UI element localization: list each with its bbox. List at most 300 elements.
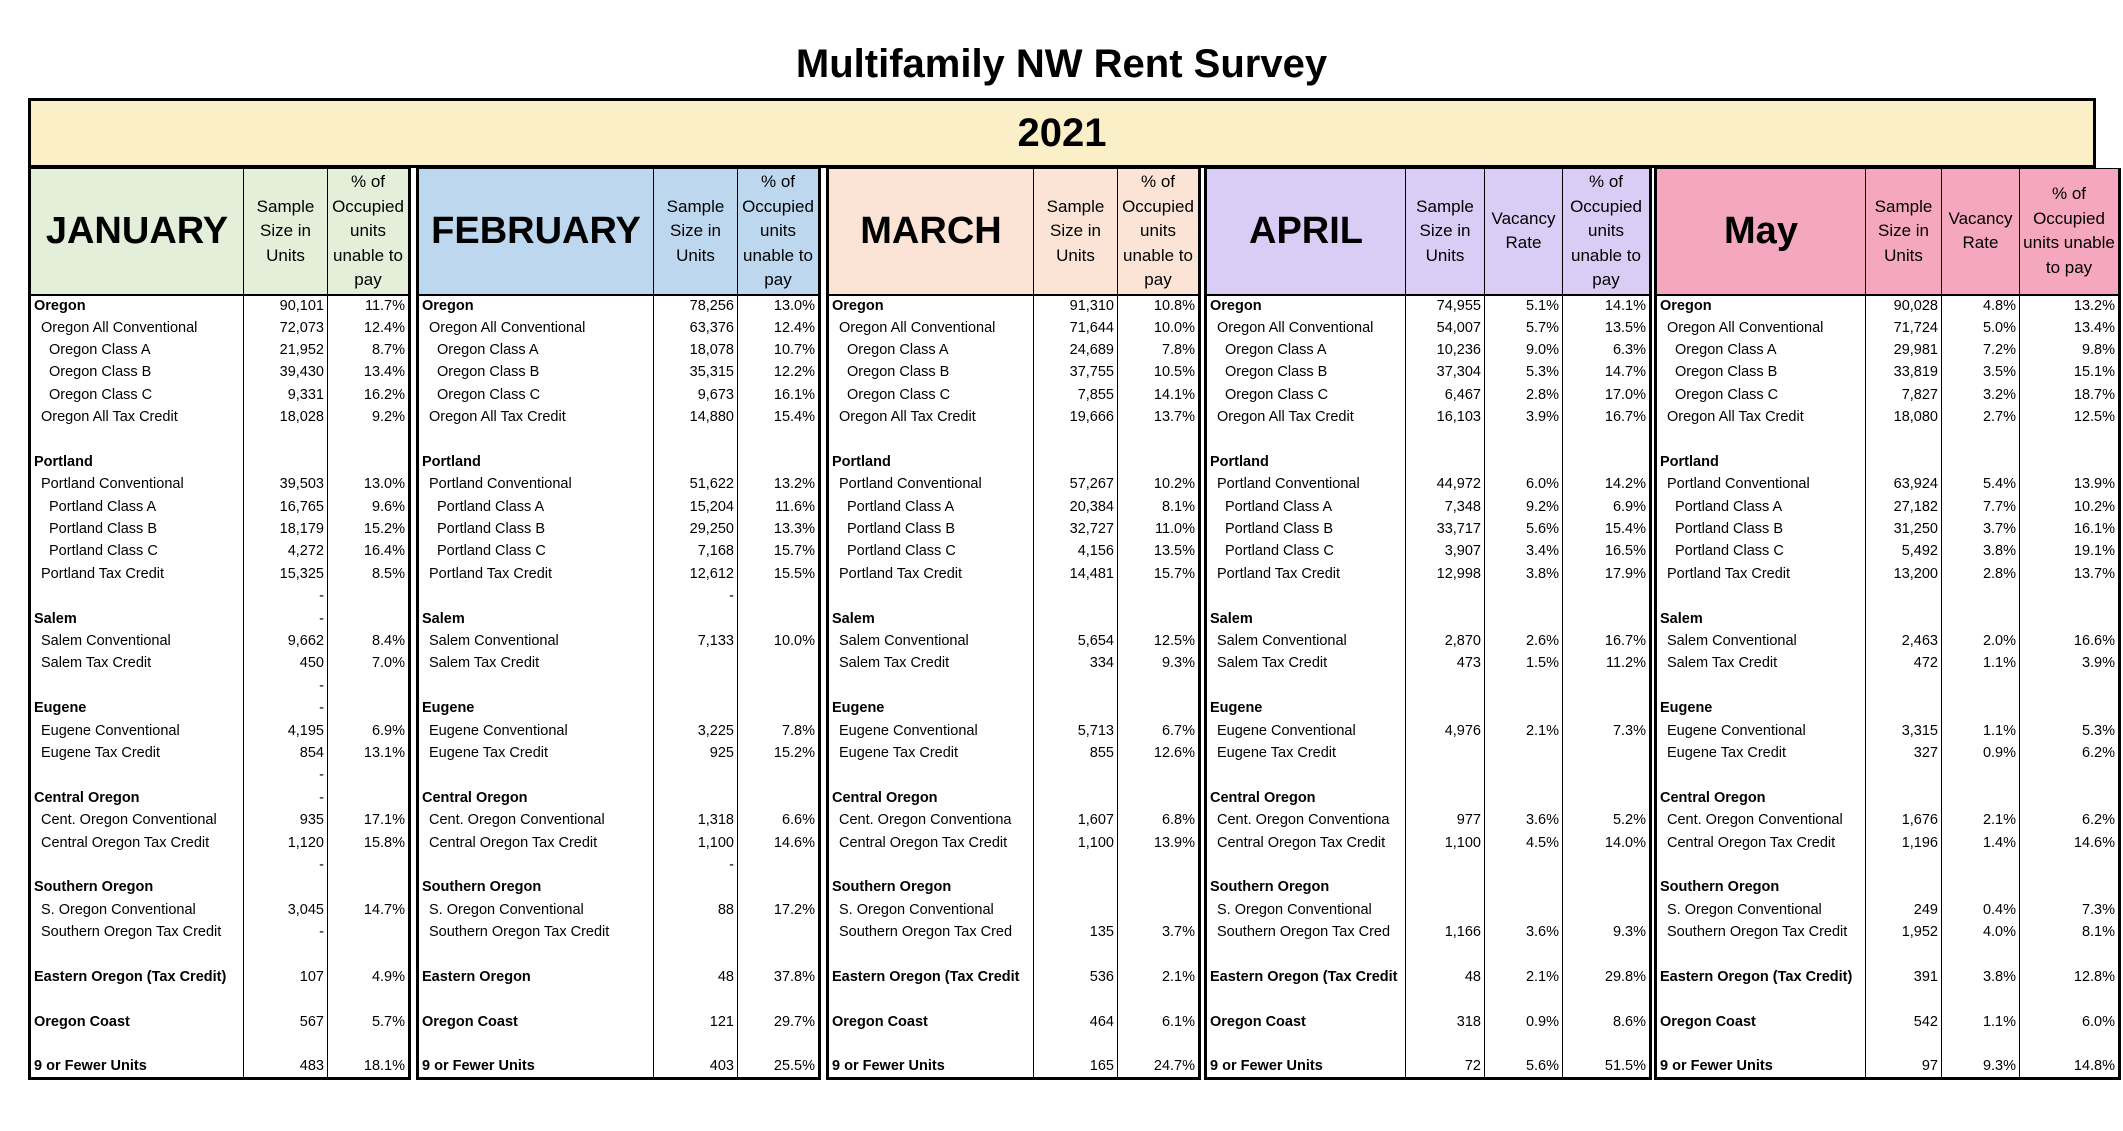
row-label: [418, 586, 654, 608]
table-row: [418, 832, 820, 854]
sample-size-cell: [1034, 944, 1118, 966]
unable-to-pay-cell: [1563, 586, 1651, 608]
sample-size-cell: 90,028: [1866, 295, 1942, 317]
sample-size-cell: 483: [244, 1056, 328, 1079]
row-label: 9 or Fewer Units: [828, 1056, 1034, 1079]
row-label: Oregon Coast: [1656, 1011, 1866, 1033]
unable-to-pay-cell: 9.3%: [1118, 653, 1200, 675]
row-label: Central Oregon Tax Credit: [1656, 832, 1866, 854]
blank-row: [1206, 1033, 1651, 1055]
row-label: Eastern Oregon: [418, 966, 654, 988]
unable-to-pay-cell: [1563, 1033, 1651, 1055]
table-row: [30, 362, 410, 384]
row-label: Portland: [1206, 451, 1406, 473]
table-row: [1656, 406, 2120, 428]
sample-size-cell: -: [244, 765, 328, 787]
month-name: JANUARY: [30, 169, 244, 295]
sample-size-cell: 107: [244, 966, 328, 988]
row-label: [1656, 989, 1866, 1011]
unable-to-pay-cell: [2020, 586, 2120, 608]
unable-to-pay-cell: [2020, 429, 2120, 451]
row-label: Eugene Conventional: [1656, 720, 1866, 742]
table-row: [1206, 899, 1651, 921]
blank-row: [828, 429, 1200, 451]
row-label: [828, 854, 1034, 876]
unable-to-pay-cell: 11.0%: [1118, 518, 1200, 540]
sample-size-cell: [1034, 608, 1118, 630]
table-row: [1656, 563, 2120, 585]
table-row: [418, 339, 820, 361]
row-label: Portland Class C: [30, 541, 244, 563]
table-row: [30, 563, 410, 585]
unable-to-pay-cell: 14.7%: [328, 899, 410, 921]
vacancy-rate-cell: 5.6%: [1485, 518, 1563, 540]
table-row: [1656, 317, 2120, 339]
vacancy-rate-cell: 3.5%: [1942, 362, 2020, 384]
sample-size-cell: 1,120: [244, 832, 328, 854]
table-row: [30, 474, 410, 496]
table-row: [828, 474, 1200, 496]
unable-to-pay-cell: 15.5%: [738, 563, 820, 585]
unable-to-pay-cell: 11.6%: [738, 496, 820, 518]
table-row: [30, 899, 410, 921]
vacancy-rate-cell: [1942, 429, 2020, 451]
vacancy-rate-cell: 1.4%: [1942, 832, 2020, 854]
blank-row: [1656, 854, 2120, 876]
unable-to-pay-cell: [1563, 899, 1651, 921]
row-label: Oregon Class A: [1656, 339, 1866, 361]
row-label: [1656, 854, 1866, 876]
table-row: [828, 809, 1200, 831]
table-row: [828, 742, 1200, 764]
unable-to-pay-header: % of Occupied units unable to pay: [2020, 169, 2120, 295]
row-label: [30, 989, 244, 1011]
unable-to-pay-cell: [1118, 429, 1200, 451]
table-row: [30, 966, 410, 988]
sample-size-cell: 464: [1034, 1011, 1118, 1033]
unable-to-pay-cell: [1118, 608, 1200, 630]
unable-to-pay-cell: [328, 608, 410, 630]
table-row: [1656, 653, 2120, 675]
unable-to-pay-cell: 17.0%: [1563, 384, 1651, 406]
row-label: [418, 429, 654, 451]
unable-to-pay-cell: [1118, 675, 1200, 697]
row-label: [30, 1033, 244, 1055]
table-row: [30, 295, 410, 317]
table-row: [30, 832, 410, 854]
sample-size-cell: 18,080: [1866, 406, 1942, 428]
table-row: [828, 899, 1200, 921]
row-label: Cent. Oregon Conventional: [30, 809, 244, 831]
unable-to-pay-cell: 15.7%: [1118, 563, 1200, 585]
vacancy-rate-cell: [1485, 586, 1563, 608]
row-label: 9 or Fewer Units: [418, 1056, 654, 1079]
table-row: [828, 541, 1200, 563]
table-row: [30, 317, 410, 339]
sample-size-cell: -: [244, 787, 328, 809]
sample-size-cell: 16,103: [1406, 406, 1485, 428]
sample-size-cell: 90,101: [244, 295, 328, 317]
blank-row: [1656, 675, 2120, 697]
sample-size-cell: 18,028: [244, 406, 328, 428]
blank-row: [828, 989, 1200, 1011]
row-label: Central Oregon Tax Credit: [828, 832, 1034, 854]
sample-size-cell: 39,503: [244, 474, 328, 496]
table-row: [1656, 1011, 2120, 1033]
row-label: S. Oregon Conventional: [418, 899, 654, 921]
sample-size-cell: 121: [654, 1011, 738, 1033]
sample-size-cell: [654, 608, 738, 630]
sample-size-cell: 7,168: [654, 541, 738, 563]
unable-to-pay-cell: 6.1%: [1118, 1011, 1200, 1033]
table-row: [418, 1056, 820, 1079]
vacancy-rate-cell: 3.4%: [1485, 541, 1563, 563]
sample-size-cell: 1,100: [654, 832, 738, 854]
sample-size-cell: 472: [1866, 653, 1942, 675]
row-label: Southern Oregon: [418, 877, 654, 899]
unable-to-pay-cell: 9.8%: [2020, 339, 2120, 361]
unable-to-pay-cell: [328, 765, 410, 787]
sample-size-cell: [1866, 877, 1942, 899]
unable-to-pay-cell: 8.6%: [1563, 1011, 1651, 1033]
table-row: [30, 698, 410, 720]
sample-size-cell: [1406, 989, 1485, 1011]
unable-to-pay-cell: [1563, 787, 1651, 809]
unable-to-pay-cell: 16.7%: [1563, 630, 1651, 652]
sample-size-cell: 16,765: [244, 496, 328, 518]
table-row: [1206, 518, 1651, 540]
table-row: [828, 295, 1200, 317]
unable-to-pay-cell: 14.6%: [738, 832, 820, 854]
table-row: [828, 966, 1200, 988]
sample-size-cell: [244, 429, 328, 451]
unable-to-pay-cell: 12.4%: [738, 317, 820, 339]
row-label: Central Oregon Tax Credit: [1206, 832, 1406, 854]
sample-size-cell: [654, 989, 738, 1011]
sample-size-cell: 32,727: [1034, 518, 1118, 540]
table-row: [1206, 809, 1651, 831]
row-label: Portland Conventional: [418, 474, 654, 496]
row-label: [1206, 989, 1406, 1011]
table-row: [1206, 496, 1651, 518]
unable-to-pay-cell: 15.8%: [328, 832, 410, 854]
vacancy-rate-cell: 4.8%: [1942, 295, 2020, 317]
unable-to-pay-cell: 51.5%: [1563, 1056, 1651, 1079]
row-label: Oregon Class A: [828, 339, 1034, 361]
sample-size-cell: [1034, 698, 1118, 720]
blank-row: [1656, 765, 2120, 787]
vacancy-rate-cell: [1942, 989, 2020, 1011]
row-label: Oregon Class C: [30, 384, 244, 406]
table-row: [828, 496, 1200, 518]
row-label: Oregon Class B: [30, 362, 244, 384]
table-row: [30, 541, 410, 563]
sample-size-cell: 567: [244, 1011, 328, 1033]
row-label: Oregon All Tax Credit: [828, 406, 1034, 428]
blank-row: [1656, 586, 2120, 608]
unable-to-pay-cell: 7.8%: [1118, 339, 1200, 361]
sample-size-cell: 74,955: [1406, 295, 1485, 317]
vacancy-rate-cell: [1485, 675, 1563, 697]
sample-size-cell: [1034, 787, 1118, 809]
sample-size-cell: 78,256: [654, 295, 738, 317]
table-row: [418, 474, 820, 496]
row-label: Portland Conventional: [1206, 474, 1406, 496]
vacancy-rate-cell: [1942, 698, 2020, 720]
unable-to-pay-cell: 16.5%: [1563, 541, 1651, 563]
table-row: [30, 653, 410, 675]
row-label: [30, 854, 244, 876]
blank-row: [30, 429, 410, 451]
unable-to-pay-cell: [2020, 608, 2120, 630]
sample-size-header: Sample Size in Units: [654, 169, 738, 295]
table-row: [1206, 339, 1651, 361]
row-label: 9 or Fewer Units: [30, 1056, 244, 1079]
unable-to-pay-cell: 8.5%: [328, 563, 410, 585]
unable-to-pay-cell: 15.4%: [1563, 518, 1651, 540]
sample-size-cell: 72: [1406, 1056, 1485, 1079]
row-label: Eastern Oregon (Tax Credit: [828, 966, 1034, 988]
unable-to-pay-cell: 10.5%: [1118, 362, 1200, 384]
unable-to-pay-cell: 25.5%: [738, 1056, 820, 1079]
row-label: Salem Tax Credit: [1656, 653, 1866, 675]
row-label: [1206, 944, 1406, 966]
sample-size-cell: [1406, 429, 1485, 451]
row-label: Oregon Class C: [828, 384, 1034, 406]
row-label: Cent. Oregon Conventiona: [1206, 809, 1406, 831]
vacancy-rate-cell: 1.1%: [1942, 653, 2020, 675]
row-label: Central Oregon Tax Credit: [418, 832, 654, 854]
row-label: Eugene: [418, 698, 654, 720]
unable-to-pay-cell: [1118, 944, 1200, 966]
row-label: [418, 989, 654, 1011]
month-name: MARCH: [828, 169, 1034, 295]
sample-size-cell: [654, 675, 738, 697]
table-row: [1656, 877, 2120, 899]
row-label: [418, 675, 654, 697]
sample-size-cell: [1866, 1033, 1942, 1055]
unable-to-pay-cell: 10.2%: [1118, 474, 1200, 496]
unable-to-pay-cell: [1118, 586, 1200, 608]
unable-to-pay-cell: 7.0%: [328, 653, 410, 675]
unable-to-pay-cell: 17.9%: [1563, 563, 1651, 585]
blank-row: [30, 944, 410, 966]
sample-size-cell: 20,384: [1034, 496, 1118, 518]
unable-to-pay-cell: 13.4%: [2020, 317, 2120, 339]
table-row: [418, 653, 820, 675]
sample-size-cell: [654, 653, 738, 675]
sample-size-cell: [1034, 854, 1118, 876]
table-row: [30, 809, 410, 831]
sample-size-cell: 4,195: [244, 720, 328, 742]
row-label: Central Oregon: [1656, 787, 1866, 809]
unable-to-pay-cell: [738, 787, 820, 809]
unable-to-pay-cell: [1563, 742, 1651, 764]
sample-size-cell: [244, 877, 328, 899]
unable-to-pay-cell: 16.2%: [328, 384, 410, 406]
vacancy-rate-cell: 3.7%: [1942, 518, 2020, 540]
sample-size-cell: 5,713: [1034, 720, 1118, 742]
row-label: Oregon All Conventional: [828, 317, 1034, 339]
unable-to-pay-cell: 14.0%: [1563, 832, 1651, 854]
blank-row: [828, 765, 1200, 787]
table-row: [1206, 1011, 1651, 1033]
row-label: Portland Class A: [418, 496, 654, 518]
sample-size-cell: 10,236: [1406, 339, 1485, 361]
month-panel-march: [826, 168, 1198, 1080]
row-label: Salem Conventional: [828, 630, 1034, 652]
table-row: [1656, 339, 2120, 361]
table-row: [1206, 1056, 1651, 1079]
row-label: Portland: [30, 451, 244, 473]
sample-size-cell: 63,376: [654, 317, 738, 339]
row-label: Eugene Tax Credit: [1206, 742, 1406, 764]
vacancy-rate-cell: [1485, 698, 1563, 720]
table-row: [1206, 832, 1651, 854]
unable-to-pay-cell: 6.9%: [328, 720, 410, 742]
vacancy-rate-cell: 0.9%: [1942, 742, 2020, 764]
sample-size-cell: -: [244, 854, 328, 876]
table-row: [418, 406, 820, 428]
row-label: Eugene Tax Credit: [418, 742, 654, 764]
sample-size-cell: 4,156: [1034, 541, 1118, 563]
sample-size-cell: 33,819: [1866, 362, 1942, 384]
unable-to-pay-cell: [2020, 451, 2120, 473]
row-label: Eugene: [828, 698, 1034, 720]
vacancy-rate-cell: 9.0%: [1485, 339, 1563, 361]
sample-size-cell: 14,481: [1034, 563, 1118, 585]
sample-size-cell: 403: [654, 1056, 738, 1079]
unable-to-pay-cell: 6.3%: [1563, 339, 1651, 361]
row-label: Oregon Coast: [418, 1011, 654, 1033]
table-row: [418, 966, 820, 988]
row-label: [418, 765, 654, 787]
unable-to-pay-cell: 11.2%: [1563, 653, 1651, 675]
blank-row: [1656, 989, 2120, 1011]
row-label: Eastern Oregon (Tax Credit): [30, 966, 244, 988]
vacancy-rate-cell: [1485, 429, 1563, 451]
month-panel-may: [1654, 168, 2118, 1080]
unable-to-pay-cell: [1563, 944, 1651, 966]
table-row: [30, 339, 410, 361]
table-row: [418, 317, 820, 339]
table-row: [1206, 474, 1651, 496]
sample-size-cell: 91,310: [1034, 295, 1118, 317]
row-label: Portland: [418, 451, 654, 473]
row-label: Eugene Tax Credit: [1656, 742, 1866, 764]
sample-size-cell: [1866, 854, 1942, 876]
table-row: [1656, 541, 2120, 563]
sample-size-cell: [1406, 586, 1485, 608]
sample-size-cell: 48: [654, 966, 738, 988]
sample-size-header: Sample Size in Units: [244, 169, 328, 295]
row-label: [828, 765, 1034, 787]
sample-size-cell: 1,952: [1866, 921, 1942, 943]
blank-row: [30, 989, 410, 1011]
unable-to-pay-cell: 14.1%: [1563, 295, 1651, 317]
table-row: [828, 877, 1200, 899]
unable-to-pay-cell: 6.2%: [2020, 742, 2120, 764]
row-label: Central Oregon: [828, 787, 1034, 809]
unable-to-pay-cell: 14.6%: [2020, 832, 2120, 854]
vacancy-rate-cell: 7.2%: [1942, 339, 2020, 361]
row-label: Portland Class B: [418, 518, 654, 540]
table-row: [418, 1011, 820, 1033]
table-row: [418, 630, 820, 652]
unable-to-pay-cell: 14.2%: [1563, 474, 1651, 496]
sample-size-cell: -: [244, 675, 328, 697]
month-panel-february: [416, 168, 818, 1080]
row-label: Portland Class C: [1206, 541, 1406, 563]
sample-size-cell: 977: [1406, 809, 1485, 831]
unable-to-pay-cell: [1563, 429, 1651, 451]
row-label: Oregon Class B: [828, 362, 1034, 384]
table-row: [828, 362, 1200, 384]
unable-to-pay-cell: [1118, 698, 1200, 720]
sample-size-cell: 29,250: [654, 518, 738, 540]
blank-row: [828, 586, 1200, 608]
table-row: [1206, 630, 1651, 652]
sample-size-cell: 31,250: [1866, 518, 1942, 540]
sample-size-cell: [1034, 675, 1118, 697]
blank-row: [1206, 989, 1651, 1011]
table-row: [1206, 451, 1651, 473]
table-row: [1656, 899, 2120, 921]
unable-to-pay-cell: 8.1%: [2020, 921, 2120, 943]
unable-to-pay-cell: [1563, 698, 1651, 720]
vacancy-rate-cell: 1.1%: [1942, 1011, 2020, 1033]
header-row: [418, 169, 820, 295]
unable-to-pay-cell: 29.8%: [1563, 966, 1651, 988]
unable-to-pay-cell: [328, 451, 410, 473]
row-label: [828, 429, 1034, 451]
sample-size-cell: 9,331: [244, 384, 328, 406]
unable-to-pay-cell: 12.8%: [2020, 966, 2120, 988]
table-row: [418, 809, 820, 831]
row-label: Oregon All Tax Credit: [418, 406, 654, 428]
table-row: [1656, 496, 2120, 518]
table-row: [828, 339, 1200, 361]
vacancy-rate-cell: [1485, 742, 1563, 764]
vacancy-rate-cell: [1942, 608, 2020, 630]
vacancy-rate-cell: 3.9%: [1485, 406, 1563, 428]
unable-to-pay-cell: 12.2%: [738, 362, 820, 384]
row-label: Salem: [828, 608, 1034, 630]
table-row: [1206, 541, 1651, 563]
sample-size-cell: [1866, 944, 1942, 966]
table-row: [1656, 787, 2120, 809]
unable-to-pay-cell: 12.5%: [1118, 630, 1200, 652]
vacancy-rate-cell: 9.2%: [1485, 496, 1563, 518]
table-row: [30, 787, 410, 809]
unable-to-pay-cell: [328, 854, 410, 876]
vacancy-rate-cell: [1485, 765, 1563, 787]
row-label: Southern Oregon: [1656, 877, 1866, 899]
unable-to-pay-cell: 6.7%: [1118, 720, 1200, 742]
table-row: [418, 720, 820, 742]
row-label: Cent. Oregon Conventional: [418, 809, 654, 831]
unable-to-pay-cell: 4.9%: [328, 966, 410, 988]
sample-size-cell: [654, 765, 738, 787]
unable-to-pay-cell: 19.1%: [2020, 541, 2120, 563]
row-label: Portland Class C: [1656, 541, 1866, 563]
unable-to-pay-cell: 15.2%: [328, 518, 410, 540]
unable-to-pay-cell: 37.8%: [738, 966, 820, 988]
vacancy-rate-cell: [1942, 877, 2020, 899]
sample-size-cell: 4,272: [244, 541, 328, 563]
blank-row: [1206, 854, 1651, 876]
table-row: [1656, 362, 2120, 384]
